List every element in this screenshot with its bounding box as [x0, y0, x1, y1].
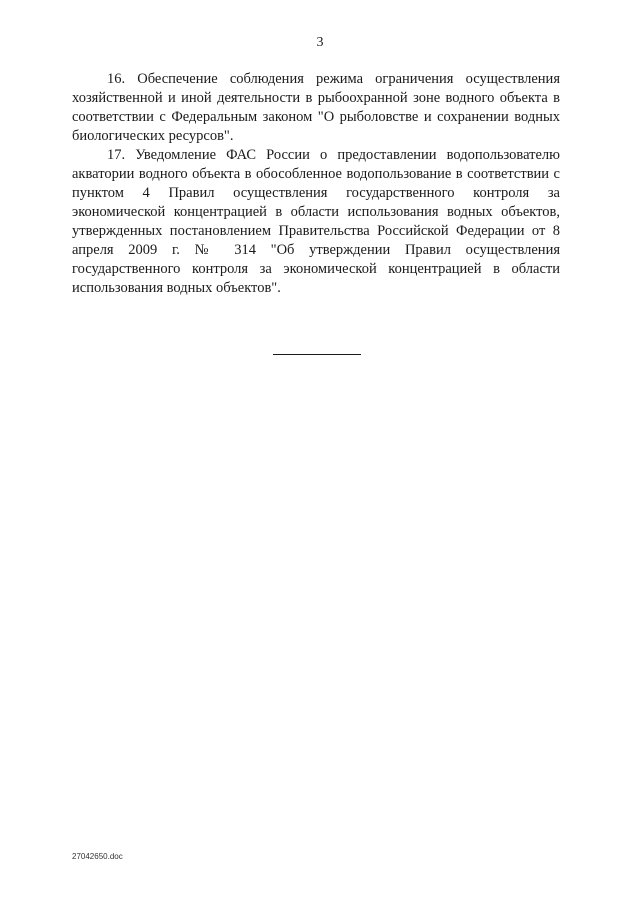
- paragraph-17: 17. Уведомление ФАС России о предоставлении водопользователю акватории водного объекта в обособленное водопользование в соответствии с пунктом 4 Правил осуществления государственного контроля за экономической концентрацией в области использования водных объектов, утвержденных постановлением Правительства Российской Федерации от 8 апреля 2009 г. № 314 "Об утверждении Правил осуществления государственного контроля за экономической концентрацией в области использования водных объектов".: [72, 147, 560, 296]
- footer-file-code: 27042650.doc: [72, 852, 123, 861]
- end-separator-line: [273, 354, 361, 355]
- paragraph-16: 16. Обеспечение соблюдения режима ограничения осуществления хозяйственной и иной деятельности в рыбоохранной зоне водного объекта в соответствии с Федеральным законом "О рыболовстве и сохранении водных биологических ресурсов".: [72, 71, 560, 144]
- document-body: [72, 70, 560, 298]
- page-number: 3: [316, 35, 324, 50]
